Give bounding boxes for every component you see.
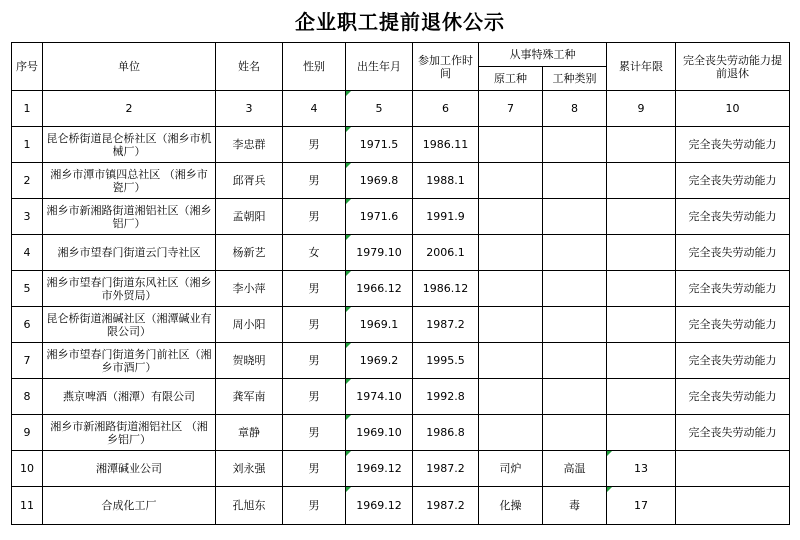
cell-index[interactable]: 7 — [12, 343, 43, 379]
cell-index[interactable]: 10 — [12, 451, 43, 487]
cell-birth[interactable]: 1969.10 — [346, 415, 413, 451]
cell-index[interactable]: 2 — [12, 163, 43, 199]
table-row — [12, 415, 790, 451]
header-gender[interactable]: 性别 — [283, 43, 346, 91]
cell-gender[interactable]: 男 — [283, 451, 346, 487]
column-number-row — [12, 91, 790, 127]
cell-type-category[interactable] — [543, 379, 607, 415]
cell-orig-type[interactable] — [479, 343, 543, 379]
cell-name[interactable]: 周小阳 — [216, 307, 283, 343]
cell-name[interactable]: 杨新艺 — [216, 235, 283, 271]
cell-unit[interactable]: 湘乡市新湘路街道湘铝社区（湘乡铝厂） — [43, 199, 216, 235]
header-name[interactable]: 姓名 — [216, 43, 283, 91]
col-number[interactable]: 9 — [607, 91, 676, 127]
table-row — [12, 487, 790, 525]
cell-unit[interactable]: 湘乡市新湘路街道湘铝社区 （湘乡铝厂） — [43, 415, 216, 451]
cell-unit[interactable]: 湘乡市望春门街道务门前社区（湘乡市酒厂） — [43, 343, 216, 379]
cell-disability[interactable]: 完全丧失劳动能力 — [676, 127, 790, 163]
cell-name[interactable]: 李小萍 — [216, 271, 283, 307]
cell-name[interactable]: 刘永强 — [216, 451, 283, 487]
page-title: 企业职工提前退休公示 — [295, 10, 505, 34]
cell-index[interactable]: 6 — [12, 307, 43, 343]
cell-work-start[interactable]: 1986.12 — [413, 271, 479, 307]
table-row — [12, 199, 790, 235]
header-orig-type[interactable]: 原工种 — [479, 67, 543, 91]
cell-disability[interactable]: 完全丧失劳动能力 — [676, 415, 790, 451]
cell-birth[interactable]: 1971.6 — [346, 199, 413, 235]
cell-disability[interactable] — [676, 487, 790, 525]
table-row — [12, 451, 790, 487]
cell-orig-type[interactable] — [479, 163, 543, 199]
cell-birth[interactable]: 1969.12 — [346, 487, 413, 525]
cell-name[interactable]: 章静 — [216, 415, 283, 451]
cell-years[interactable]: 17 — [607, 487, 676, 525]
col-number[interactable]: 4 — [283, 91, 346, 127]
cell-gender[interactable]: 男 — [283, 163, 346, 199]
cell-gender[interactable]: 女 — [283, 235, 346, 271]
header-index[interactable]: 序号 — [12, 43, 43, 91]
col-number[interactable]: 2 — [43, 91, 216, 127]
cell-type-category[interactable] — [543, 163, 607, 199]
cell-gender[interactable]: 男 — [283, 127, 346, 163]
cell-work-start[interactable]: 1991.9 — [413, 199, 479, 235]
cell-unit[interactable]: 昆仑桥街道昆仑桥社区（湘乡市机械厂） — [43, 127, 216, 163]
header-years[interactable]: 累计年限 — [607, 43, 676, 91]
cell-disability[interactable]: 完全丧失劳动能力 — [676, 343, 790, 379]
header-birth[interactable]: 出生年月 — [346, 43, 413, 91]
cell-type-category[interactable] — [543, 235, 607, 271]
header-special-group[interactable]: 从事特殊工种 — [479, 43, 607, 67]
cell-name[interactable]: 邱胥兵 — [216, 163, 283, 199]
col-number[interactable]: 1 — [12, 91, 43, 127]
table-row — [12, 379, 790, 415]
cell-orig-type[interactable] — [479, 415, 543, 451]
cell-work-start[interactable]: 1986.11 — [413, 127, 479, 163]
cell-gender[interactable]: 男 — [283, 199, 346, 235]
table-row — [12, 307, 790, 343]
header-type-category[interactable]: 工种类别 — [543, 67, 607, 91]
cell-years[interactable] — [607, 199, 676, 235]
cell-years[interactable] — [607, 127, 676, 163]
cell-orig-type[interactable]: 化操 — [479, 487, 543, 525]
cell-unit[interactable]: 合成化工厂 — [43, 487, 216, 525]
cell-birth[interactable]: 1979.10 — [346, 235, 413, 271]
cell-type-category[interactable]: 高温 — [543, 451, 607, 487]
table-row — [12, 271, 790, 307]
cell-disability[interactable]: 完全丧失劳动能力 — [676, 307, 790, 343]
col-number[interactable]: 8 — [543, 91, 607, 127]
cell-years[interactable] — [607, 235, 676, 271]
cell-orig-type[interactable] — [479, 307, 543, 343]
cell-disability[interactable]: 完全丧失劳动能力 — [676, 199, 790, 235]
cell-name[interactable]: 孔旭东 — [216, 487, 283, 525]
col-number[interactable]: 3 — [216, 91, 283, 127]
cell-years[interactable]: 13 — [607, 451, 676, 487]
header-unit[interactable]: 单位 — [43, 43, 216, 91]
col-number[interactable]: 5 — [346, 91, 413, 127]
cell-orig-type[interactable]: 司炉 — [479, 451, 543, 487]
cell-birth[interactable]: 1969.1 — [346, 307, 413, 343]
cell-work-start[interactable]: 1987.2 — [413, 451, 479, 487]
cell-disability[interactable]: 完全丧失劳动能力 — [676, 163, 790, 199]
cell-type-category[interactable] — [543, 199, 607, 235]
table-row — [12, 343, 790, 379]
cell-gender[interactable]: 男 — [283, 379, 346, 415]
cell-type-category[interactable]: 毒 — [543, 487, 607, 525]
table-row — [12, 163, 790, 199]
cell-orig-type[interactable] — [479, 235, 543, 271]
cell-name[interactable]: 孟朝阳 — [216, 199, 283, 235]
cell-birth[interactable]: 1969.8 — [346, 163, 413, 199]
cell-unit[interactable]: 湘乡市潭市镇四总社区 （湘乡市瓷厂） — [43, 163, 216, 199]
cell-unit[interactable]: 湘乡市望春门街道东风社区（湘乡市外贸局） — [43, 271, 216, 307]
cell-years[interactable] — [607, 415, 676, 451]
cell-gender[interactable]: 男 — [283, 343, 346, 379]
cell-birth[interactable]: 1974.10 — [346, 379, 413, 415]
cell-work-start[interactable]: 1987.2 — [413, 307, 479, 343]
cell-disability[interactable]: 完全丧失劳动能力 — [676, 235, 790, 271]
cell-orig-type[interactable] — [479, 127, 543, 163]
cell-birth[interactable]: 1971.5 — [346, 127, 413, 163]
cell-name[interactable]: 龚军南 — [216, 379, 283, 415]
cell-work-start[interactable]: 1992.8 — [413, 379, 479, 415]
cell-years[interactable] — [607, 271, 676, 307]
cell-work-start[interactable]: 1988.1 — [413, 163, 479, 199]
cell-name[interactable]: 李忠群 — [216, 127, 283, 163]
cell-index[interactable]: 5 — [12, 271, 43, 307]
cell-years[interactable] — [607, 163, 676, 199]
cell-unit[interactable]: 湘潭碱业公司 — [43, 451, 216, 487]
cell-birth[interactable]: 1966.12 — [346, 271, 413, 307]
cell-index[interactable]: 4 — [12, 235, 43, 271]
col-number[interactable]: 7 — [479, 91, 543, 127]
cell-type-category[interactable] — [543, 307, 607, 343]
cell-years[interactable] — [607, 343, 676, 379]
header-disability[interactable]: 完全丧失劳动能力提前退休 — [676, 43, 790, 91]
cell-work-start[interactable]: 1987.2 — [413, 487, 479, 525]
cell-unit[interactable]: 燕京啤酒（湘潭）有限公司 — [43, 379, 216, 415]
cell-work-start[interactable]: 1995.5 — [413, 343, 479, 379]
cell-index[interactable]: 3 — [12, 199, 43, 235]
cell-gender[interactable]: 男 — [283, 487, 346, 525]
cell-index[interactable]: 8 — [12, 379, 43, 415]
cell-disability[interactable] — [676, 451, 790, 487]
col-number[interactable]: 6 — [413, 91, 479, 127]
cell-index[interactable]: 1 — [12, 127, 43, 163]
col-number[interactable]: 10 — [676, 91, 790, 127]
cell-disability[interactable]: 完全丧失劳动能力 — [676, 379, 790, 415]
cell-type-category[interactable] — [543, 343, 607, 379]
cell-work-start[interactable]: 2006.1 — [413, 235, 479, 271]
cell-years[interactable] — [607, 379, 676, 415]
cell-disability[interactable]: 完全丧失劳动能力 — [676, 271, 790, 307]
cell-unit[interactable]: 昆仑桥街道湘碱社区（湘潭碱业有限公司） — [43, 307, 216, 343]
cell-unit[interactable]: 湘乡市望春门街道云门寺社区 — [43, 235, 216, 271]
cell-birth[interactable]: 1969.2 — [346, 343, 413, 379]
cell-orig-type[interactable] — [479, 199, 543, 235]
cell-gender[interactable]: 男 — [283, 307, 346, 343]
cell-type-category[interactable] — [543, 127, 607, 163]
cell-work-start[interactable]: 1986.8 — [413, 415, 479, 451]
cell-orig-type[interactable] — [479, 379, 543, 415]
cell-gender[interactable]: 男 — [283, 271, 346, 307]
cell-orig-type[interactable] — [479, 271, 543, 307]
cell-type-category[interactable] — [543, 415, 607, 451]
cell-index[interactable]: 9 — [12, 415, 43, 451]
cell-index[interactable]: 11 — [12, 487, 43, 525]
retirement-table — [11, 42, 790, 525]
cell-type-category[interactable] — [543, 271, 607, 307]
cell-name[interactable]: 贺晓明 — [216, 343, 283, 379]
cell-gender[interactable]: 男 — [283, 415, 346, 451]
header-work-start[interactable]: 参加工作时间 — [413, 43, 479, 91]
cell-birth[interactable]: 1969.12 — [346, 451, 413, 487]
table-row — [12, 235, 790, 271]
table-row — [12, 127, 790, 163]
cell-years[interactable] — [607, 307, 676, 343]
